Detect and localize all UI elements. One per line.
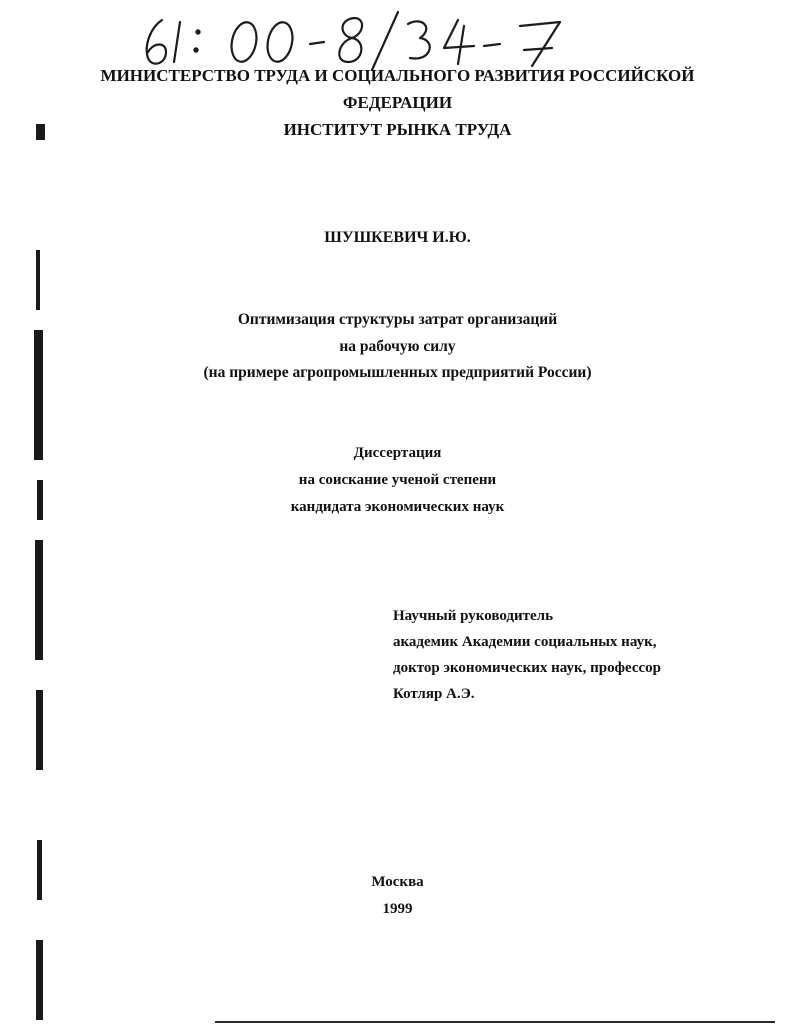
dissertation-degree-line: на соискание ученой степени — [298, 472, 497, 488]
supervisor-label: Научный руководитель — [393, 608, 553, 624]
title-line-3: (на примере агропромышленных предприятий России) — [203, 364, 592, 381]
handwritten-registration-number — [140, 6, 570, 72]
scan-artifact-mark — [36, 940, 43, 1020]
scan-artifact-mark — [37, 480, 43, 520]
scan-artifact-mark — [34, 330, 43, 460]
dissertation-field-line: кандидата экономических наук — [290, 499, 505, 515]
year: 1999 — [382, 901, 413, 917]
supervisor-name: Котляр А.Э. — [393, 686, 475, 702]
scan-artifact-mark — [36, 124, 45, 140]
scan-bottom-line — [215, 1021, 775, 1023]
dissertation-label: Диссертация — [353, 445, 442, 461]
scan-artifact-mark — [36, 250, 40, 310]
institute-name: ИНСТИТУТ РЫНКА ТРУДА — [283, 120, 512, 139]
organization-line-1: МИНИСТЕРСТВО ТРУДА И СОЦИАЛЬНОГО РАЗВИТИЯ РОССИЙСКОЙ — [100, 66, 695, 85]
scan-artifact-mark — [36, 690, 43, 770]
scan-binding-edge — [34, 240, 48, 1030]
title-line-1: Оптимизация структуры затрат организаций — [237, 311, 558, 328]
organization-line-2: ФЕДЕРАЦИИ — [342, 93, 453, 112]
supervisor-title-1: академик Академии социальных наук, — [393, 634, 657, 650]
handwritten-number-drawing — [140, 6, 570, 72]
title-line-2: на рабочую силу — [339, 338, 456, 355]
city: Москва — [371, 874, 424, 890]
scan-artifact-mark — [37, 840, 42, 900]
supervisor-title-2: доктор экономических наук, профессор — [393, 660, 662, 676]
scan-artifact-mark — [35, 540, 43, 660]
author-name: ШУШКЕВИЧ И.Ю. — [324, 229, 471, 246]
